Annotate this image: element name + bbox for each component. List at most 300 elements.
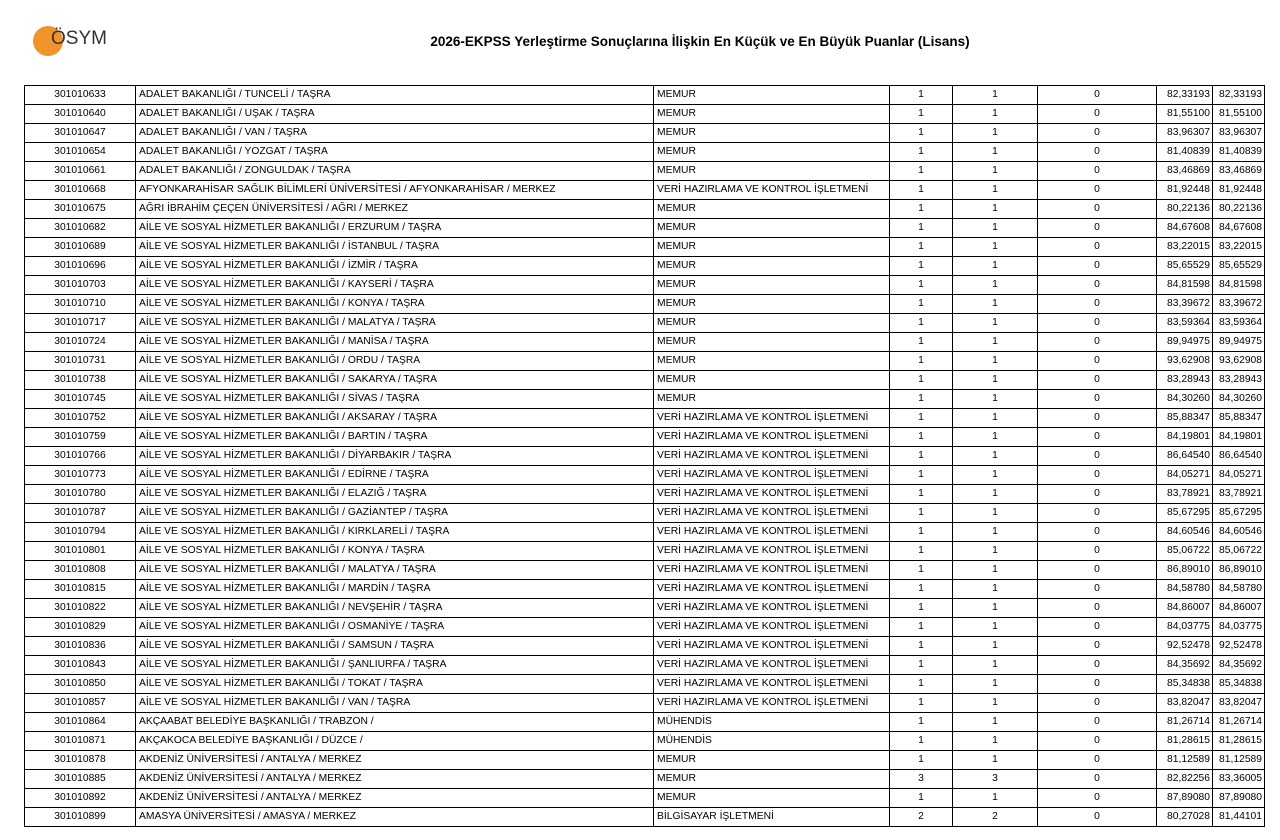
cell-empty: 0	[1038, 86, 1157, 105]
cell-max-score: 87,89080	[1213, 789, 1265, 808]
cell-institution: AİLE VE SOSYAL HİZMETLER BAKANLIĞI / SAKARYA / TAŞRA	[136, 371, 654, 390]
cell-placed: 1	[953, 143, 1038, 162]
cell-institution: AİLE VE SOSYAL HİZMETLER BAKANLIĞI / KAYSERİ / TAŞRA	[136, 276, 654, 295]
table-row	[25, 542, 1265, 561]
cell-code: 301010675	[25, 200, 136, 219]
cell-code: 301010815	[25, 580, 136, 599]
cell-quota: 1	[890, 789, 953, 808]
cell-position: VERİ HAZIRLAMA VE KONTROL İŞLETMENİ	[654, 561, 890, 580]
cell-quota: 1	[890, 162, 953, 181]
cell-max-score: 81,12589	[1213, 751, 1265, 770]
cell-code: 301010717	[25, 314, 136, 333]
cell-position: VERİ HAZIRLAMA VE KONTROL İŞLETMENİ	[654, 618, 890, 637]
cell-empty: 0	[1038, 200, 1157, 219]
cell-min-score: 83,22015	[1157, 238, 1213, 257]
cell-code: 301010773	[25, 466, 136, 485]
cell-code: 301010899	[25, 808, 136, 827]
cell-min-score: 84,30260	[1157, 390, 1213, 409]
cell-placed: 1	[953, 466, 1038, 485]
cell-quota: 1	[890, 751, 953, 770]
cell-quota: 1	[890, 618, 953, 637]
cell-max-score: 85,67295	[1213, 504, 1265, 523]
table-row	[25, 808, 1265, 827]
cell-position: MEMUR	[654, 751, 890, 770]
table-row	[25, 257, 1265, 276]
cell-max-score: 81,44101	[1213, 808, 1265, 827]
cell-code: 301010829	[25, 618, 136, 637]
cell-placed: 2	[953, 808, 1038, 827]
cell-code: 301010654	[25, 143, 136, 162]
cell-position: MEMUR	[654, 143, 890, 162]
cell-placed: 1	[953, 333, 1038, 352]
table-row	[25, 447, 1265, 466]
cell-position: MEMUR	[654, 333, 890, 352]
cell-empty: 0	[1038, 656, 1157, 675]
cell-max-score: 83,78921	[1213, 485, 1265, 504]
cell-max-score: 84,81598	[1213, 276, 1265, 295]
cell-institution: AİLE VE SOSYAL HİZMETLER BAKANLIĞI / DİYARBAKIR / TAŞRA	[136, 447, 654, 466]
cell-placed: 1	[953, 86, 1038, 105]
cell-placed: 1	[953, 504, 1038, 523]
cell-max-score: 80,22136	[1213, 200, 1265, 219]
cell-min-score: 84,58780	[1157, 580, 1213, 599]
cell-code: 301010808	[25, 561, 136, 580]
cell-min-score: 84,81598	[1157, 276, 1213, 295]
cell-placed: 1	[953, 314, 1038, 333]
cell-quota: 1	[890, 314, 953, 333]
cell-quota: 1	[890, 713, 953, 732]
cell-institution: ADALET BAKANLIĞI / VAN / TAŞRA	[136, 124, 654, 143]
cell-quota: 1	[890, 466, 953, 485]
cell-quota: 1	[890, 238, 953, 257]
cell-quota: 1	[890, 390, 953, 409]
cell-max-score: 85,34838	[1213, 675, 1265, 694]
cell-max-score: 83,28943	[1213, 371, 1265, 390]
cell-min-score: 92,52478	[1157, 637, 1213, 656]
cell-code: 301010864	[25, 713, 136, 732]
cell-code: 301010780	[25, 485, 136, 504]
cell-institution: AİLE VE SOSYAL HİZMETLER BAKANLIĞI / SAMSUN / TAŞRA	[136, 637, 654, 656]
cell-min-score: 85,06722	[1157, 542, 1213, 561]
table-row	[25, 523, 1265, 542]
table-row	[25, 124, 1265, 143]
cell-quota: 1	[890, 105, 953, 124]
cell-quota: 1	[890, 580, 953, 599]
cell-max-score: 83,82047	[1213, 694, 1265, 713]
cell-empty: 0	[1038, 694, 1157, 713]
cell-min-score: 85,34838	[1157, 675, 1213, 694]
cell-placed: 1	[953, 485, 1038, 504]
cell-code: 301010871	[25, 732, 136, 751]
cell-quota: 1	[890, 504, 953, 523]
cell-placed: 1	[953, 675, 1038, 694]
cell-placed: 1	[953, 219, 1038, 238]
table-row	[25, 143, 1265, 162]
cell-min-score: 83,82047	[1157, 694, 1213, 713]
table-row	[25, 466, 1265, 485]
cell-max-score: 84,05271	[1213, 466, 1265, 485]
table-row	[25, 770, 1265, 789]
cell-position: MEMUR	[654, 371, 890, 390]
cell-min-score: 86,89010	[1157, 561, 1213, 580]
cell-position: MEMUR	[654, 257, 890, 276]
cell-institution: AKÇAABAT BELEDİYE BAŞKANLIĞI / TRABZON /	[136, 713, 654, 732]
cell-position: MEMUR	[654, 276, 890, 295]
cell-min-score: 84,60546	[1157, 523, 1213, 542]
cell-max-score: 84,86007	[1213, 599, 1265, 618]
cell-institution: AİLE VE SOSYAL HİZMETLER BAKANLIĞI / MANİSA / TAŞRA	[136, 333, 654, 352]
cell-empty: 0	[1038, 352, 1157, 371]
cell-empty: 0	[1038, 333, 1157, 352]
osym-logo	[33, 24, 113, 60]
cell-min-score: 87,89080	[1157, 789, 1213, 808]
cell-quota: 1	[890, 447, 953, 466]
cell-institution: AİLE VE SOSYAL HİZMETLER BAKANLIĞI / KONYA / TAŞRA	[136, 542, 654, 561]
cell-empty: 0	[1038, 675, 1157, 694]
cell-position: MEMUR	[654, 124, 890, 143]
cell-institution: AİLE VE SOSYAL HİZMETLER BAKANLIĞI / VAN / TAŞRA	[136, 694, 654, 713]
cell-position: VERİ HAZIRLAMA VE KONTROL İŞLETMENİ	[654, 428, 890, 447]
cell-placed: 1	[953, 713, 1038, 732]
cell-institution: AİLE VE SOSYAL HİZMETLER BAKANLIĞI / OSMANİYE / TAŞRA	[136, 618, 654, 637]
table-row	[25, 352, 1265, 371]
cell-max-score: 83,36005	[1213, 770, 1265, 789]
cell-empty: 0	[1038, 732, 1157, 751]
cell-empty: 0	[1038, 485, 1157, 504]
cell-max-score: 81,92448	[1213, 181, 1265, 200]
cell-placed: 1	[953, 124, 1038, 143]
cell-quota: 1	[890, 333, 953, 352]
cell-institution: AİLE VE SOSYAL HİZMETLER BAKANLIĞI / MARDİN / TAŞRA	[136, 580, 654, 599]
cell-min-score: 83,59364	[1157, 314, 1213, 333]
table-row	[25, 485, 1265, 504]
cell-min-score: 84,19801	[1157, 428, 1213, 447]
table-row	[25, 105, 1265, 124]
cell-empty: 0	[1038, 808, 1157, 827]
cell-institution: AİLE VE SOSYAL HİZMETLER BAKANLIĞI / MALATYA / TAŞRA	[136, 561, 654, 580]
cell-min-score: 81,12589	[1157, 751, 1213, 770]
cell-code: 301010731	[25, 352, 136, 371]
cell-institution: AİLE VE SOSYAL HİZMETLER BAKANLIĞI / İSTANBUL / TAŞRA	[136, 238, 654, 257]
cell-position: VERİ HAZIRLAMA VE KONTROL İŞLETMENİ	[654, 523, 890, 542]
cell-quota: 1	[890, 428, 953, 447]
cell-empty: 0	[1038, 295, 1157, 314]
cell-quota: 1	[890, 523, 953, 542]
cell-institution: AMASYA ÜNİVERSİTESİ / AMASYA / MERKEZ	[136, 808, 654, 827]
table-row	[25, 390, 1265, 409]
cell-code: 301010745	[25, 390, 136, 409]
table-row	[25, 333, 1265, 352]
cell-quota: 1	[890, 143, 953, 162]
cell-quota: 1	[890, 694, 953, 713]
cell-quota: 1	[890, 371, 953, 390]
cell-position: MEMUR	[654, 314, 890, 333]
cell-quota: 1	[890, 675, 953, 694]
cell-code: 301010689	[25, 238, 136, 257]
cell-min-score: 81,28615	[1157, 732, 1213, 751]
cell-max-score: 85,06722	[1213, 542, 1265, 561]
cell-code: 301010738	[25, 371, 136, 390]
cell-position: VERİ HAZIRLAMA VE KONTROL İŞLETMENİ	[654, 656, 890, 675]
cell-min-score: 84,67608	[1157, 219, 1213, 238]
cell-min-score: 82,33193	[1157, 86, 1213, 105]
cell-placed: 1	[953, 542, 1038, 561]
cell-quota: 3	[890, 770, 953, 789]
cell-institution: AİLE VE SOSYAL HİZMETLER BAKANLIĞI / MALATYA / TAŞRA	[136, 314, 654, 333]
cell-empty: 0	[1038, 238, 1157, 257]
cell-max-score: 82,33193	[1213, 86, 1265, 105]
cell-institution: AİLE VE SOSYAL HİZMETLER BAKANLIĞI / ERZURUM / TAŞRA	[136, 219, 654, 238]
cell-quota: 1	[890, 295, 953, 314]
cell-institution: ADALET BAKANLIĞI / ZONGULDAK / TAŞRA	[136, 162, 654, 181]
cell-min-score: 83,39672	[1157, 295, 1213, 314]
table-row	[25, 371, 1265, 390]
cell-institution: AİLE VE SOSYAL HİZMETLER BAKANLIĞI / İZMİR / TAŞRA	[136, 257, 654, 276]
table-row	[25, 219, 1265, 238]
cell-institution: AKDENİZ ÜNİVERSİTESİ / ANTALYA / MERKEZ	[136, 751, 654, 770]
cell-position: MEMUR	[654, 390, 890, 409]
cell-placed: 1	[953, 447, 1038, 466]
table-row	[25, 504, 1265, 523]
cell-quota: 1	[890, 86, 953, 105]
table-row	[25, 656, 1265, 675]
table-row	[25, 86, 1265, 105]
cell-quota: 1	[890, 124, 953, 143]
cell-code: 301010724	[25, 333, 136, 352]
table-row	[25, 409, 1265, 428]
cell-max-score: 81,28615	[1213, 732, 1265, 751]
cell-placed: 1	[953, 428, 1038, 447]
cell-empty: 0	[1038, 770, 1157, 789]
cell-min-score: 81,40839	[1157, 143, 1213, 162]
cell-code: 301010801	[25, 542, 136, 561]
page-title: 2026-EKPSS Yerleştirme Sonuçlarına İlişkin En Küçük ve En Büyük Puanlar (Lisans)	[430, 34, 970, 49]
cell-position: MEMUR	[654, 295, 890, 314]
cell-empty: 0	[1038, 257, 1157, 276]
cell-max-score: 81,55100	[1213, 105, 1265, 124]
cell-placed: 1	[953, 238, 1038, 257]
cell-position: MEMUR	[654, 770, 890, 789]
results-table	[24, 85, 1265, 827]
cell-placed: 1	[953, 295, 1038, 314]
cell-position: VERİ HAZIRLAMA VE KONTROL İŞLETMENİ	[654, 675, 890, 694]
cell-min-score: 83,78921	[1157, 485, 1213, 504]
table-row	[25, 428, 1265, 447]
cell-code: 301010885	[25, 770, 136, 789]
cell-institution: AİLE VE SOSYAL HİZMETLER BAKANLIĞI / GAZİANTEP / TAŞRA	[136, 504, 654, 523]
cell-max-score: 92,52478	[1213, 637, 1265, 656]
cell-placed: 1	[953, 390, 1038, 409]
cell-institution: AĞRI İBRAHİM ÇEÇEN ÜNİVERSİTESİ / AĞRI / MERKEZ	[136, 200, 654, 219]
cell-quota: 1	[890, 656, 953, 675]
cell-placed: 3	[953, 770, 1038, 789]
table-row	[25, 599, 1265, 618]
cell-quota: 1	[890, 637, 953, 656]
cell-quota: 1	[890, 257, 953, 276]
cell-min-score: 84,86007	[1157, 599, 1213, 618]
cell-max-score: 83,39672	[1213, 295, 1265, 314]
cell-max-score: 84,67608	[1213, 219, 1265, 238]
cell-placed: 1	[953, 409, 1038, 428]
cell-placed: 1	[953, 523, 1038, 542]
cell-code: 301010857	[25, 694, 136, 713]
cell-empty: 0	[1038, 219, 1157, 238]
cell-position: VERİ HAZIRLAMA VE KONTROL İŞLETMENİ	[654, 409, 890, 428]
cell-position: MÜHENDİS	[654, 732, 890, 751]
cell-position: MEMUR	[654, 789, 890, 808]
cell-institution: AKDENİZ ÜNİVERSİTESİ / ANTALYA / MERKEZ	[136, 770, 654, 789]
cell-empty: 0	[1038, 618, 1157, 637]
cell-code: 301010682	[25, 219, 136, 238]
cell-placed: 1	[953, 656, 1038, 675]
cell-institution: AFYONKARAHİSAR SAĞLIK BİLİMLERİ ÜNİVERSİTESİ / AFYONKARAHİSAR / MERKEZ	[136, 181, 654, 200]
cell-position: VERİ HAZIRLAMA VE KONTROL İŞLETMENİ	[654, 542, 890, 561]
cell-max-score: 84,35692	[1213, 656, 1265, 675]
cell-institution: AİLE VE SOSYAL HİZMETLER BAKANLIĞI / ORDU / TAŞRA	[136, 352, 654, 371]
cell-code: 301010878	[25, 751, 136, 770]
table-row	[25, 694, 1265, 713]
cell-position: VERİ HAZIRLAMA VE KONTROL İŞLETMENİ	[654, 447, 890, 466]
cell-position: VERİ HAZIRLAMA VE KONTROL İŞLETMENİ	[654, 637, 890, 656]
table-row	[25, 751, 1265, 770]
cell-placed: 1	[953, 181, 1038, 200]
cell-institution: ADALET BAKANLIĞI / TUNCELİ / TAŞRA	[136, 86, 654, 105]
cell-empty: 0	[1038, 428, 1157, 447]
cell-code: 301010766	[25, 447, 136, 466]
cell-empty: 0	[1038, 447, 1157, 466]
cell-position: MEMUR	[654, 238, 890, 257]
cell-position: MEMUR	[654, 86, 890, 105]
cell-max-score: 83,46869	[1213, 162, 1265, 181]
cell-institution: AİLE VE SOSYAL HİZMETLER BAKANLIĞI / AKSARAY / TAŞRA	[136, 409, 654, 428]
cell-code: 301010822	[25, 599, 136, 618]
table-row	[25, 200, 1265, 219]
cell-code: 301010640	[25, 105, 136, 124]
cell-quota: 1	[890, 542, 953, 561]
cell-placed: 1	[953, 105, 1038, 124]
cell-min-score: 85,88347	[1157, 409, 1213, 428]
cell-placed: 1	[953, 371, 1038, 390]
cell-placed: 1	[953, 257, 1038, 276]
cell-quota: 2	[890, 808, 953, 827]
cell-placed: 1	[953, 732, 1038, 751]
cell-max-score: 84,58780	[1213, 580, 1265, 599]
cell-position: VERİ HAZIRLAMA VE KONTROL İŞLETMENİ	[654, 466, 890, 485]
table-row	[25, 732, 1265, 751]
logo-text: ÖSYM	[51, 28, 107, 49]
table-row	[25, 276, 1265, 295]
table-row	[25, 561, 1265, 580]
table-row	[25, 713, 1265, 732]
cell-code: 301010647	[25, 124, 136, 143]
table-row	[25, 618, 1265, 637]
cell-min-score: 84,35692	[1157, 656, 1213, 675]
cell-quota: 1	[890, 181, 953, 200]
cell-code: 301010787	[25, 504, 136, 523]
cell-code: 301010696	[25, 257, 136, 276]
cell-min-score: 80,27028	[1157, 808, 1213, 827]
cell-position: VERİ HAZIRLAMA VE KONTROL İŞLETMENİ	[654, 694, 890, 713]
cell-code: 301010752	[25, 409, 136, 428]
cell-min-score: 83,46869	[1157, 162, 1213, 181]
cell-code: 301010759	[25, 428, 136, 447]
cell-max-score: 84,60546	[1213, 523, 1265, 542]
cell-quota: 1	[890, 219, 953, 238]
cell-code: 301010661	[25, 162, 136, 181]
table-row	[25, 675, 1265, 694]
cell-position: MEMUR	[654, 162, 890, 181]
cell-empty: 0	[1038, 390, 1157, 409]
cell-max-score: 86,64540	[1213, 447, 1265, 466]
cell-placed: 1	[953, 200, 1038, 219]
cell-quota: 1	[890, 561, 953, 580]
cell-min-score: 89,94975	[1157, 333, 1213, 352]
cell-min-score: 83,28943	[1157, 371, 1213, 390]
cell-code: 301010710	[25, 295, 136, 314]
cell-quota: 1	[890, 200, 953, 219]
cell-placed: 1	[953, 162, 1038, 181]
cell-min-score: 81,26714	[1157, 713, 1213, 732]
cell-position: VERİ HAZIRLAMA VE KONTROL İŞLETMENİ	[654, 504, 890, 523]
cell-institution: ADALET BAKANLIĞI / YOZGAT / TAŞRA	[136, 143, 654, 162]
cell-quota: 1	[890, 276, 953, 295]
cell-min-score: 81,92448	[1157, 181, 1213, 200]
table-row	[25, 238, 1265, 257]
cell-quota: 1	[890, 409, 953, 428]
cell-institution: AİLE VE SOSYAL HİZMETLER BAKANLIĞI / KIRKLARELİ / TAŞRA	[136, 523, 654, 542]
cell-empty: 0	[1038, 542, 1157, 561]
cell-empty: 0	[1038, 143, 1157, 162]
cell-empty: 0	[1038, 276, 1157, 295]
cell-empty: 0	[1038, 105, 1157, 124]
cell-max-score: 89,94975	[1213, 333, 1265, 352]
cell-max-score: 84,03775	[1213, 618, 1265, 637]
cell-position: MEMUR	[654, 105, 890, 124]
table-row	[25, 314, 1265, 333]
cell-min-score: 82,82256	[1157, 770, 1213, 789]
cell-max-score: 81,40839	[1213, 143, 1265, 162]
cell-institution: ADALET BAKANLIĞI / UŞAK / TAŞRA	[136, 105, 654, 124]
cell-placed: 1	[953, 789, 1038, 808]
cell-empty: 0	[1038, 162, 1157, 181]
cell-min-score: 93,62908	[1157, 352, 1213, 371]
table-row	[25, 295, 1265, 314]
cell-empty: 0	[1038, 751, 1157, 770]
cell-code: 301010836	[25, 637, 136, 656]
table-row	[25, 580, 1265, 599]
cell-position: MÜHENDİS	[654, 713, 890, 732]
cell-placed: 1	[953, 599, 1038, 618]
cell-quota: 1	[890, 732, 953, 751]
cell-position: VERİ HAZIRLAMA VE KONTROL İŞLETMENİ	[654, 599, 890, 618]
cell-institution: AİLE VE SOSYAL HİZMETLER BAKANLIĞI / ELAZIĞ / TAŞRA	[136, 485, 654, 504]
cell-code: 301010850	[25, 675, 136, 694]
cell-empty: 0	[1038, 713, 1157, 732]
cell-empty: 0	[1038, 789, 1157, 808]
cell-position: MEMUR	[654, 219, 890, 238]
cell-max-score: 86,89010	[1213, 561, 1265, 580]
cell-code: 301010633	[25, 86, 136, 105]
cell-position: VERİ HAZIRLAMA VE KONTROL İŞLETMENİ	[654, 580, 890, 599]
cell-max-score: 85,88347	[1213, 409, 1265, 428]
cell-position: VERİ HAZIRLAMA VE KONTROL İŞLETMENİ	[654, 181, 890, 200]
cell-min-score: 84,05271	[1157, 466, 1213, 485]
cell-empty: 0	[1038, 466, 1157, 485]
cell-institution: AİLE VE SOSYAL HİZMETLER BAKANLIĞI / EDİRNE / TAŞRA	[136, 466, 654, 485]
cell-min-score: 86,64540	[1157, 447, 1213, 466]
cell-position: BİLGİSAYAR İŞLETMENİ	[654, 808, 890, 827]
table-row	[25, 789, 1265, 808]
